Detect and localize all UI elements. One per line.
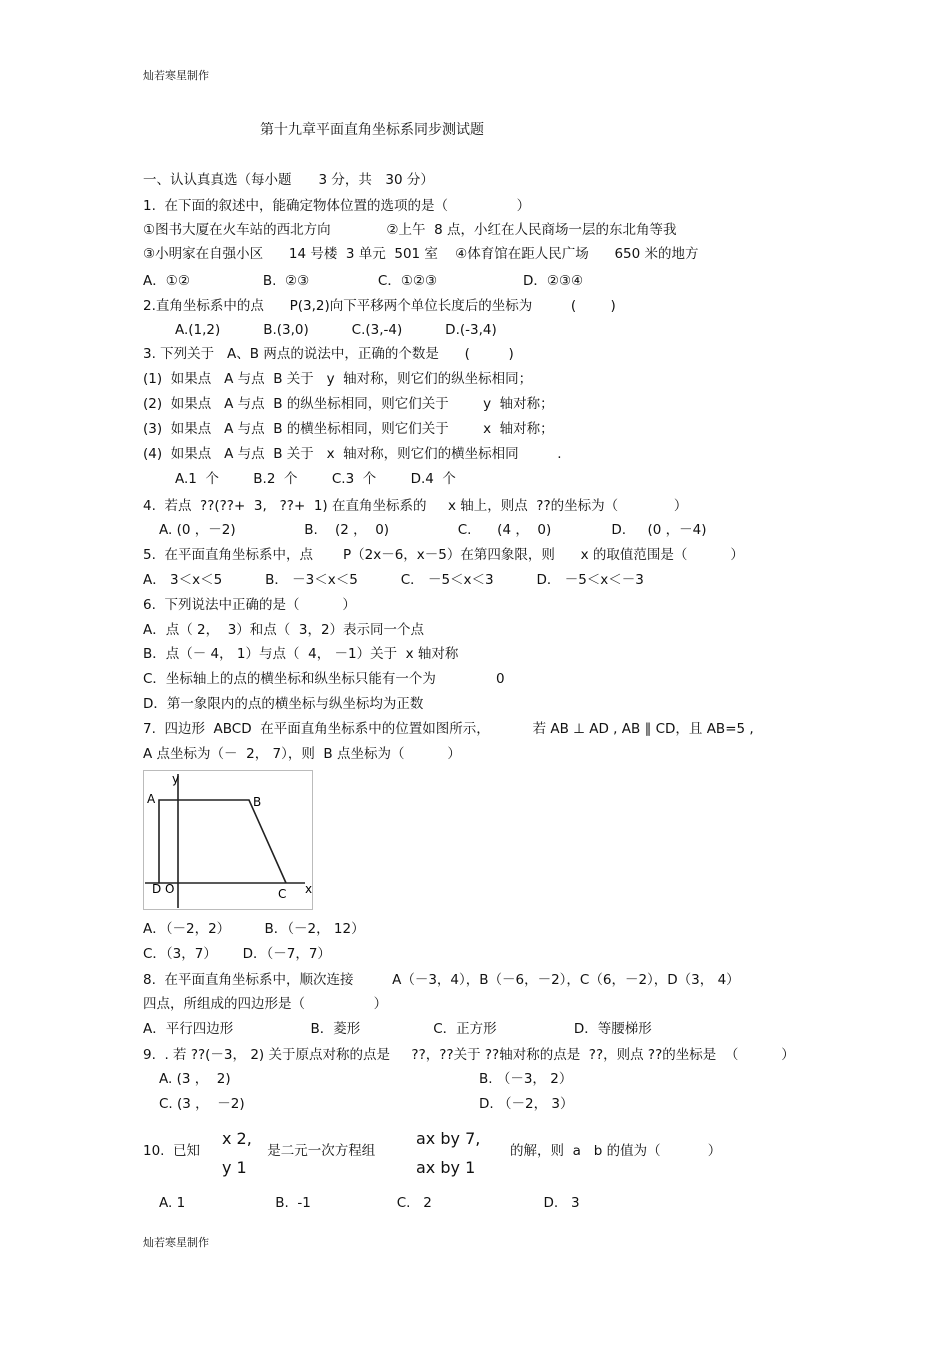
text-line-q8: 8. 在平面直角坐标系中，顺次连接 A（－3，4），B（－6，－2），C（6，－2），D（3， 4） bbox=[143, 972, 740, 988]
label-c: C bbox=[278, 887, 287, 901]
text-line-q10-post: 的解，则 a b 的值为（ ） bbox=[510, 1143, 722, 1159]
label-d: D bbox=[152, 882, 162, 896]
text-line-q2-opts: A.(1,2) B.(3,0) C.(3,-4) D.(-3,4) bbox=[175, 322, 497, 338]
label-a: A bbox=[147, 792, 156, 806]
page-footer: 灿若寒星制作 bbox=[143, 1236, 209, 1249]
text-line-q4-opts: A. (0 ，－2) B. (2 ， 0) C. (4 ， 0) D. (0 ，－4) bbox=[159, 522, 707, 538]
text-line-q9-d: D. （－2， 3） bbox=[479, 1096, 574, 1112]
quadrilateral-svg bbox=[143, 770, 313, 910]
text-line-q5-opts: A． 3＜x＜5 B． －3＜x＜5 C． －5＜x＜3 D． －5＜x＜－3 bbox=[143, 572, 644, 588]
text-line-q8-l2: 四点，所组成的四边形是（ ） bbox=[143, 996, 388, 1012]
system-xy-row1: x 2, bbox=[222, 1129, 252, 1148]
text-line-q5: 5. 在平面直角坐标系中，点 P（2x－6，x－5）在第四象限，则 x 的取值范围是（ ） bbox=[143, 547, 744, 563]
label-b: B bbox=[253, 795, 262, 809]
text-line-q6-b: B．点（－ 4， 1）与点（ 4， －1）关于 x 轴对称 bbox=[143, 646, 459, 662]
text-line-q10-mid: 是二元一次方程组 bbox=[263, 1143, 376, 1159]
text-line-q1-l1: ①图书大厦在火车站的西北方向 ②上午 8 点，小红在人民商场一层的东北角等我 bbox=[143, 222, 677, 238]
section-heading: 一、认认真真选（每小题 3 分，共 30 分） bbox=[143, 172, 434, 188]
text-line-q3-4: (4) 如果点 A 与点 B 关于 x 轴对称，则它们的横坐标相同 . bbox=[143, 446, 562, 462]
system-ab-row1: ax by 7, bbox=[416, 1129, 481, 1148]
text-line-q10-opts: A. 1 B. -1 C. 2 D. 3 bbox=[159, 1195, 580, 1211]
text-line-q3-1: (1) 如果点 A 与点 B 关于 y 轴对称，则它们的纵坐标相同； bbox=[143, 371, 533, 387]
text-line-q8-opts: A．平行四边形 B．菱形 C．正方形 D．等腰梯形 bbox=[143, 1021, 652, 1037]
text-line-q2: 2.直角坐标系中的点 P(3,2)向下平移两个单位长度后的坐标为 ( ) bbox=[143, 298, 616, 314]
text-line-q6-a: A．点（ 2， 3）和点（ 3，2）表示同一个点 bbox=[143, 622, 425, 638]
text-line-q3-3: (3) 如果点 A 与点 B 的横坐标相同，则它们关于 x 轴对称； bbox=[143, 421, 554, 437]
text-line-q10-pre: 10. 已知 bbox=[143, 1143, 201, 1159]
text-line-q9-c: C. (3 ， －2) bbox=[159, 1096, 245, 1112]
text-line-q3: 3. 下列关于 A、B 两点的说法中，正确的个数是 ( ) bbox=[143, 346, 514, 362]
text-line-q9-a: A. (3 ， 2) bbox=[159, 1071, 231, 1087]
text-line-q9-b: B. （－3， 2） bbox=[479, 1071, 573, 1087]
text-line-q1: 1. 在下面的叙述中，能确定物体位置的选项的是（ ） bbox=[143, 198, 531, 214]
text-line-q7-ab: A．（－2，2） B．（－2， 12） bbox=[143, 921, 365, 937]
text-line-q9: 9. . 若 ??(－3， 2) 关于原点对称的点是 ??，??关于 ??轴对称的点是 ??，则点 ??的坐标是 （ ） bbox=[143, 1047, 795, 1063]
text-line-q6: 6. 下列说法中正确的是（ ） bbox=[143, 597, 356, 613]
text-line-q7: 7. 四边形 ABCD 在平面直角坐标系中的位置如图所示， 若 AB ⊥ AD , AB ∥ CD，且 AB=5 , bbox=[143, 721, 754, 737]
text-line-q1-opts: A．①② B. ②③ C．①②③ D．②③④ bbox=[143, 273, 584, 289]
text-line-q3-opts: A.1 个 B.2 个 C.3 个 D.4 个 bbox=[175, 471, 456, 487]
text-line-q6-c: C．坐标轴上的点的横坐标和纵坐标只能有一个为 0 bbox=[143, 671, 505, 687]
system-xy-row2: y 1 bbox=[222, 1158, 247, 1177]
label-y: y bbox=[172, 772, 180, 786]
system-ab-row2: ax by 1 bbox=[416, 1158, 476, 1177]
text-line-q7-l2: A 点坐标为（－ 2， 7），则 B 点坐标为（ ） bbox=[143, 746, 461, 762]
text-line-q1-l2: ③小明家在自强小区 14 号楼 3 单元 501 室 ④体育馆在距人民广场 650 米的地方 bbox=[143, 246, 699, 262]
text-line-q3-2: (2) 如果点 A 与点 B 的纵坐标相同，则它们关于 y 轴对称； bbox=[143, 396, 554, 412]
text-line-q4: 4. 若点 ??(??+ 3, ??+ 1) 在直角坐标系的 x 轴上，则点 ??的坐标为（ ） bbox=[143, 498, 688, 514]
page-title: 第十九章平面直角坐标系同步测试题 bbox=[260, 122, 484, 138]
text-line-q6-d: D．第一象限内的点的横坐标与纵坐标均为正数 bbox=[143, 696, 424, 712]
text-line-q7-cd: C．（3，7） D．（－7，7） bbox=[143, 946, 331, 962]
label-x: x bbox=[305, 882, 313, 896]
label-o: O bbox=[165, 882, 175, 896]
page-header: 灿若寒星制作 bbox=[143, 69, 209, 82]
quadrilateral-figure bbox=[143, 770, 313, 910]
